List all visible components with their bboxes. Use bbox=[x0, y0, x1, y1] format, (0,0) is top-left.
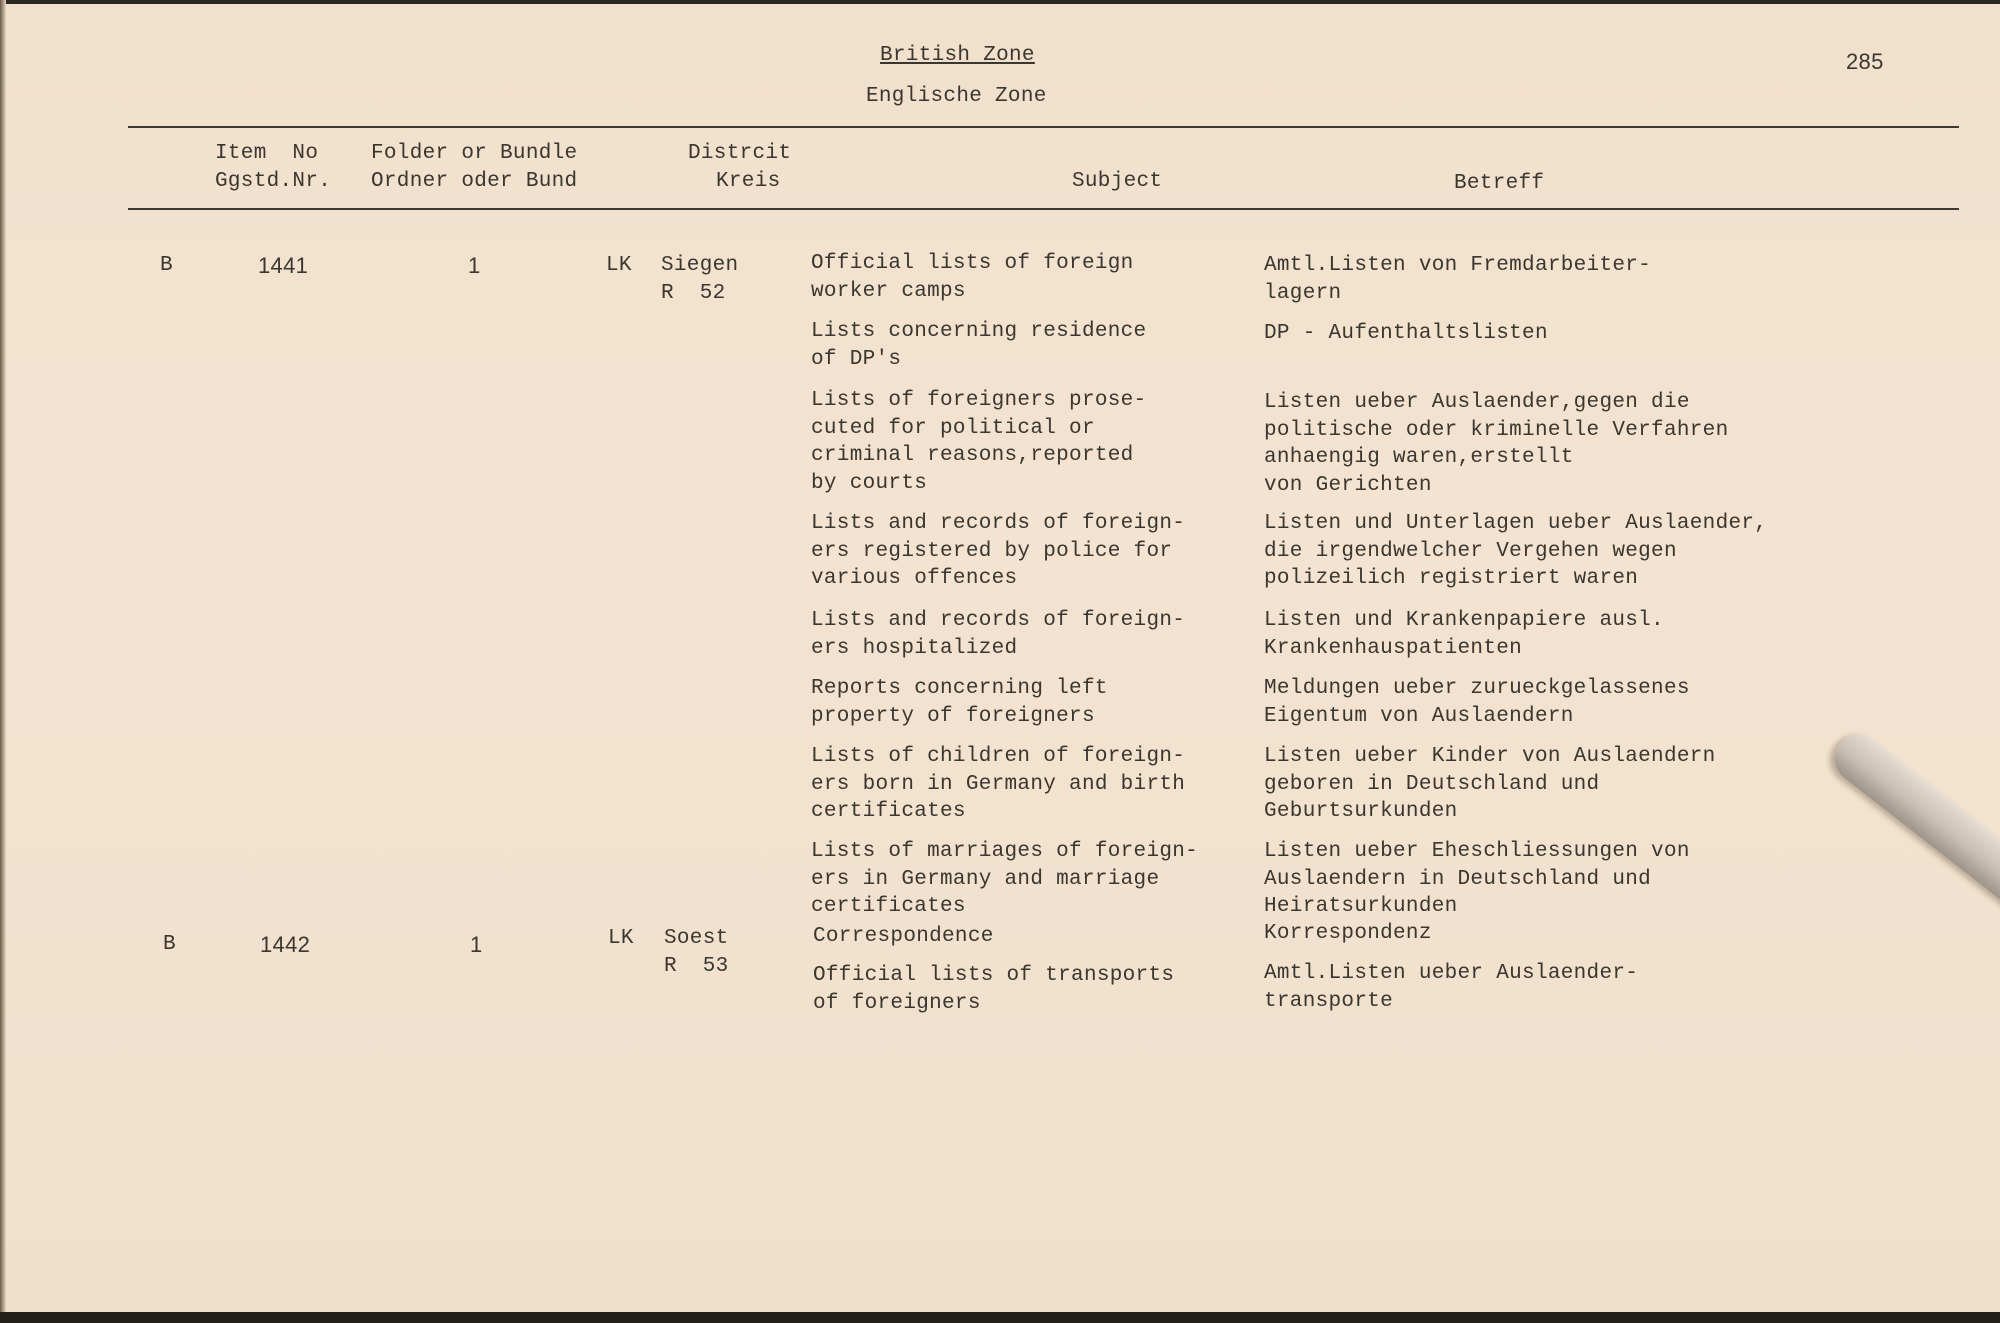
page-binding-edge bbox=[0, 0, 6, 1323]
entry-subject: Lists concerning residence of DP's bbox=[811, 320, 1147, 371]
entry-betreff: Listen ueber Kinder von Auslaendern geboren in Deutschland und Geburtsurkunden bbox=[1264, 745, 1716, 823]
entry-betreff: Listen ueber Eheschliessungen von Auslaendern in Deutschland und Heiratsurkunden bbox=[1264, 840, 1690, 918]
col-header-item-no-en: Item No bbox=[215, 142, 319, 165]
header-top-rule bbox=[128, 126, 1959, 128]
row-1441-series: B bbox=[160, 254, 173, 277]
row-1442-district-type: LK bbox=[608, 927, 634, 950]
col-header-folder-de: Ordner oder Bund bbox=[371, 170, 578, 193]
entry-betreff: Korrespondenz bbox=[1264, 922, 1432, 945]
entry-betreff: Listen ueber Auslaender,gegen die politische oder kriminelle Verfahren anhaengig waren,erstellt von Gerichten bbox=[1264, 391, 1729, 497]
entry-betreff: Listen und Unterlagen ueber Auslaender, die irgendwelcher Vergehen wegen polizeilich registriert waren bbox=[1264, 512, 1768, 590]
col-header-folder-en: Folder or Bundle bbox=[371, 142, 578, 165]
page-top-edge bbox=[0, 0, 2000, 4]
row-1441-item-no: 1441 bbox=[258, 253, 309, 278]
col-header-district-de: Kreis bbox=[716, 170, 781, 193]
col-header-betreff: Betreff bbox=[1454, 172, 1545, 195]
col-header-district-en: Distrcit bbox=[688, 142, 792, 165]
row-1442-series: B bbox=[163, 933, 176, 956]
col-header-subject: Subject bbox=[1072, 170, 1163, 193]
entry-subject: Official lists of transports of foreigners bbox=[813, 964, 1175, 1015]
zone-subtitle: Englische Zone bbox=[866, 85, 1047, 108]
row-1442-folder: 1 bbox=[470, 932, 483, 957]
row-1441-district-code: R 52 bbox=[661, 282, 726, 305]
entry-subject: Correspondence bbox=[813, 925, 994, 948]
entry-subject: Official lists of foreign worker camps bbox=[811, 252, 1134, 303]
col-header-item-no-de: Ggstd.Nr. bbox=[215, 170, 332, 193]
header-bottom-rule bbox=[128, 208, 1959, 210]
entry-subject: Lists and records of foreign- ers registered by police for various offences bbox=[811, 512, 1186, 590]
row-1442-district: Soest bbox=[664, 927, 729, 950]
page-bottom-edge bbox=[0, 1312, 2000, 1323]
entry-betreff: Amtl.Listen ueber Auslaender- transporte bbox=[1264, 962, 1639, 1013]
page-number: 285 bbox=[1846, 49, 1884, 74]
row-1441-folder: 1 bbox=[468, 253, 481, 278]
entry-betreff: Listen und Krankenpapiere ausl. Krankenhauspatienten bbox=[1264, 609, 1664, 660]
entry-betreff: DP - Aufenthaltslisten bbox=[1264, 322, 1548, 345]
binder-clip bbox=[1825, 725, 2000, 923]
row-1442-district-code: R 53 bbox=[664, 955, 729, 978]
zone-title: British Zone bbox=[880, 44, 1035, 67]
entry-subject: Lists of marriages of foreign- ers in Germany and marriage certificates bbox=[811, 840, 1199, 918]
row-1441-district: Siegen bbox=[661, 254, 739, 277]
row-1441-district-type: LK bbox=[606, 254, 632, 277]
entry-subject: Reports concerning left property of foreigners bbox=[811, 677, 1108, 728]
row-1442-item-no: 1442 bbox=[260, 932, 311, 957]
entry-subject: Lists of foreigners prose- cuted for political or criminal reasons,reported by courts bbox=[811, 389, 1147, 495]
entry-betreff: Amtl.Listen von Fremdarbeiter- lagern bbox=[1264, 254, 1652, 305]
entry-betreff: Meldungen ueber zurueckgelassenes Eigentum von Auslaendern bbox=[1264, 677, 1690, 728]
entry-subject: Lists of children of foreign- ers born in Germany and birth certificates bbox=[811, 745, 1186, 823]
entry-subject: Lists and records of foreign- ers hospitalized bbox=[811, 609, 1186, 660]
